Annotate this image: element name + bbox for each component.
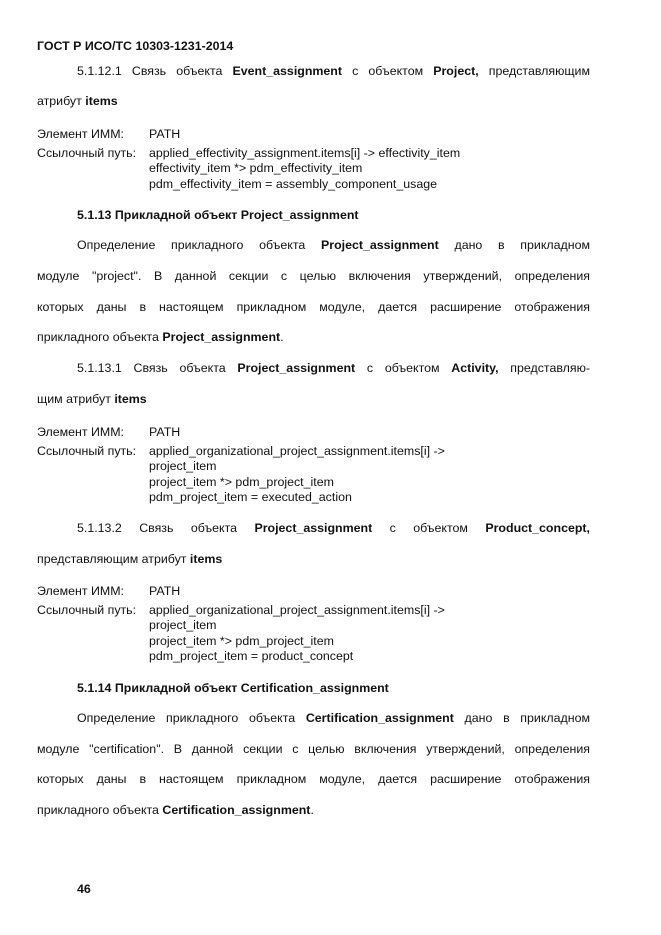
paragraph-line: модуле "project". В данной секции с целью включения утверждений, определения <box>37 269 590 283</box>
subsection-5-1-13-1-line2: щим атрибут items <box>37 392 147 406</box>
imm-label: Элемент ИММ: <box>37 584 124 598</box>
reference-path-line: effectivity_item *> pdm_effectivity_item <box>149 161 363 175</box>
imm-label: Элемент ИММ: <box>37 425 124 439</box>
paragraph-line: которых даны в настоящем прикладном модуле, дается расширение отображения <box>37 300 590 314</box>
subsection-5-1-13-2-line2: представляющим атрибут items <box>37 552 223 566</box>
reference-path-line: pdm_project_item = product_concept <box>149 649 354 663</box>
imm-value: PATH <box>149 127 181 141</box>
subsection-5-1-13-1-line1: 5.1.13.1 Связь объекта Project_assignment с объектом Activity, представляю- <box>77 361 591 375</box>
page-number: 46 <box>77 882 91 896</box>
subsection-5-1-13-2-line1: 5.1.13.2 Связь объекта Project_assignment с объектом Product_concept, <box>77 521 590 535</box>
reference-path-label: Ссылочный путь: <box>37 146 137 160</box>
reference-path-line: project_item *> pdm_project_item <box>149 634 334 648</box>
section-heading-5-1-13: 5.1.13 Прикладной объект Project_assignment <box>77 208 359 222</box>
reference-path-line: project_item *> pdm_project_item <box>149 475 334 489</box>
reference-path-line: pdm_effectivity_item = assembly_component_usage <box>149 177 438 191</box>
paragraph-line: Определение прикладного объекта Certification_assignment дано в прикладном <box>77 711 590 725</box>
reference-path-line: pdm_project_item = executed_action <box>149 490 352 504</box>
imm-label: Элемент ИММ: <box>37 127 124 141</box>
paragraph-line: модуле "certification". В данной секции с целью включения утверждений, определения <box>37 742 590 756</box>
reference-path-label: Ссылочный путь: <box>37 444 137 458</box>
reference-path-line: project_item <box>149 618 217 632</box>
reference-path-line: project_item <box>149 459 217 473</box>
paragraph-line: Определение прикладного объекта Project_assignment дано в прикладном <box>77 238 590 252</box>
imm-value: PATH <box>149 425 181 439</box>
subsection-5-1-12-1-line2: атрибут items <box>37 94 118 108</box>
imm-value: PATH <box>149 584 181 598</box>
reference-path-label: Ссылочный путь: <box>37 603 137 617</box>
reference-path-line: applied_organizational_project_assignment.items[i] -> <box>149 444 445 458</box>
reference-path-line: applied_effectivity_assignment.items[i] -> effectivity_item <box>149 146 461 160</box>
document-header: ГОСТ Р ИСО/ТС 10303-1231-2014 <box>37 39 234 53</box>
subsection-5-1-12-1-line1: 5.1.12.1 Связь объекта Event_assignment с объектом Project, представляющим <box>77 64 591 78</box>
section-heading-5-1-14: 5.1.14 Прикладной объект Certification_assignment <box>77 681 389 695</box>
paragraph-line: которых даны в настоящем прикладном модуле, дается расширение отображения <box>37 772 590 786</box>
reference-path-line: applied_organizational_project_assignment.items[i] -> <box>149 603 445 617</box>
paragraph-line: прикладного объекта Certification_assignment. <box>37 803 314 817</box>
paragraph-line: прикладного объекта Project_assignment. <box>37 330 284 344</box>
